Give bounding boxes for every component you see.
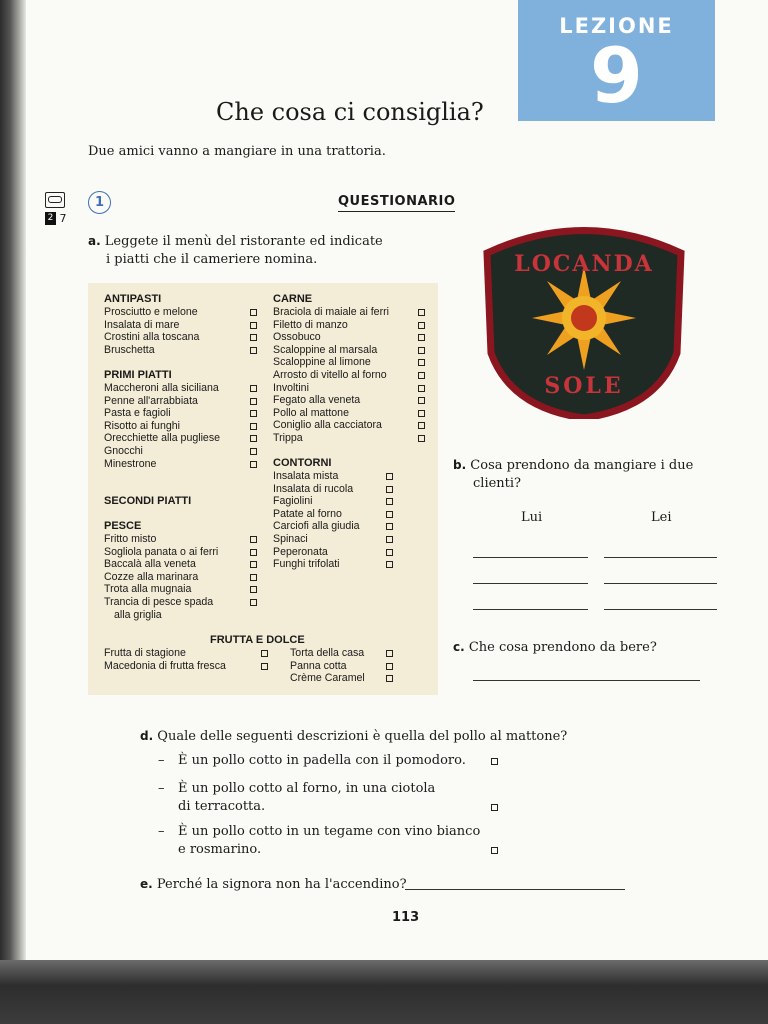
option-3-checkbox[interactable]	[491, 847, 498, 854]
primi-item: Pasta e fagioli	[104, 407, 171, 420]
carne-checkbox[interactable]	[418, 385, 425, 392]
carne-item: Trippa	[273, 432, 303, 444]
carne-item: Ossobuco	[273, 331, 321, 344]
menu-heading-primi: PRIMI PIATTI	[104, 369, 172, 381]
pesce-item: Cozze alla marinara	[104, 570, 199, 583]
logo-bottom-text: SOLE	[544, 373, 624, 399]
scan-background	[0, 960, 768, 1024]
dolce-checkbox[interactable]	[386, 663, 393, 670]
carne-item: Pollo al mattone	[273, 406, 349, 419]
column-lui: Lui	[521, 510, 543, 525]
page-number: 113	[392, 910, 420, 925]
primi-item: Gnocchi	[104, 445, 143, 457]
lesson-number: 9	[590, 31, 643, 120]
disc-number: 2	[45, 212, 56, 225]
dolce-item: Crème Caramel	[290, 672, 365, 685]
primi-item: Minestrone	[104, 457, 157, 470]
section-title: QUESTIONARIO	[338, 194, 455, 212]
pesce-item: Trancia di pesce spada	[104, 596, 214, 608]
locanda-sole-logo	[477, 213, 691, 419]
carne-checkbox[interactable]	[418, 372, 425, 379]
contorni-checkbox[interactable]	[386, 549, 393, 556]
frutta-item: Frutta di stagione	[104, 647, 186, 659]
menu-heading-secondi: SECONDI PIATTI	[104, 495, 192, 507]
menu-heading-frutta: FRUTTA E DOLCE	[210, 634, 305, 646]
logo-top-text: LOCANDA	[514, 251, 654, 277]
primi-checkbox[interactable]	[250, 398, 257, 405]
primi-item: Maccheroni alla siciliana	[104, 382, 219, 394]
option-3	[158, 823, 481, 857]
option-2-checkbox[interactable]	[491, 804, 498, 811]
option-line1: È un pollo cotto in un tegame con vino bianco	[178, 824, 481, 839]
page-subtitle: Due amici vanno a mangiare in una trattoria.	[88, 144, 386, 159]
contorni-checkbox[interactable]	[386, 561, 393, 568]
antipasti-item: Crostini alla toscana	[104, 331, 200, 344]
carne-checkbox[interactable]	[418, 410, 425, 417]
question-a	[88, 232, 398, 269]
option-line1: È un pollo cotto in padella con il pomodoro.	[178, 753, 466, 768]
option-dash: –	[158, 824, 165, 839]
pesce-item: Fritto misto	[104, 533, 157, 545]
contorni-checkbox[interactable]	[386, 511, 393, 518]
contorni-item: Carciofi alla giudia	[273, 520, 360, 533]
carne-checkbox[interactable]	[418, 309, 425, 316]
primi-checkbox[interactable]	[250, 435, 257, 442]
carne-item: Fegato alla veneta	[273, 394, 361, 407]
carne-checkbox[interactable]	[418, 359, 425, 366]
question-a-line1: Leggete il menù del ristorante ed indicate	[104, 234, 383, 249]
menu-heading-contorni: CONTORNI	[273, 457, 332, 469]
restaurant-menu	[88, 283, 438, 695]
question-c	[453, 640, 657, 655]
frutta-checkbox[interactable]	[261, 663, 268, 670]
pesce-checkbox[interactable]	[250, 586, 257, 593]
pesce-item: alla griglia	[114, 608, 162, 621]
contorni-item: Spinaci	[273, 533, 308, 545]
question-a-letter: a.	[88, 234, 101, 248]
primi-checkbox[interactable]	[250, 385, 257, 392]
pesce-checkbox[interactable]	[250, 599, 257, 606]
answer-line-lei-2[interactable]	[604, 583, 717, 584]
menu-heading-pesce: PESCE	[104, 520, 142, 532]
antipasti-item: Insalata di mare	[104, 318, 180, 331]
dolce-item: Panna cotta	[290, 659, 347, 672]
option-line2: e rosmarino.	[178, 842, 262, 857]
question-d-text: Quale delle seguenti descrizioni è quella del pollo al mattone?	[157, 729, 568, 744]
question-b-letter: b.	[453, 458, 467, 472]
antipasti-checkbox[interactable]	[250, 322, 257, 329]
page-title: Che cosa ci consiglia?	[216, 98, 484, 126]
dolce-item: Torta della casa	[290, 647, 365, 659]
pesce-item: Baccalà alla veneta	[104, 558, 196, 571]
menu-heading-antipasti: ANTIPASTI	[104, 293, 162, 305]
column-lei: Lei	[651, 510, 672, 525]
pesce-checkbox[interactable]	[250, 561, 257, 568]
contorni-item: Funghi trifolati	[273, 558, 340, 571]
contorni-checkbox[interactable]	[386, 523, 393, 530]
answer-line-lui-1[interactable]	[473, 557, 588, 558]
question-e	[140, 877, 407, 892]
primi-item: Penne all'arrabbiata	[104, 394, 198, 407]
antipasti-item: Prosciutto e melone	[104, 306, 198, 318]
question-d-letter: d.	[140, 729, 154, 743]
carne-checkbox[interactable]	[418, 422, 425, 429]
track-number: 7	[59, 212, 67, 225]
cassette-icon	[45, 192, 65, 208]
answer-line-lighter[interactable]	[405, 889, 625, 890]
carne-item: Coniglio alla cacciatora	[273, 419, 382, 432]
question-e-letter: e.	[140, 877, 153, 891]
option-dash: –	[158, 781, 165, 796]
dolce-checkbox[interactable]	[386, 675, 393, 682]
lesson-badge	[518, 0, 715, 121]
carne-item: Involtini	[273, 381, 309, 394]
carne-item: Filetto di manzo	[273, 318, 348, 331]
answer-line-lui-3[interactable]	[473, 609, 588, 610]
carne-item: Arrosto di vitello al forno	[273, 369, 387, 381]
audio-track-badge	[45, 212, 71, 226]
contorni-item: Insalata mista	[273, 470, 339, 482]
option-1-checkbox[interactable]	[491, 758, 498, 765]
primi-checkbox[interactable]	[250, 448, 257, 455]
contorni-checkbox[interactable]	[386, 498, 393, 505]
question-a-line2: i piatti che il cameriere nomina.	[106, 252, 318, 267]
primi-item: Risotto ai funghi	[104, 419, 180, 432]
answer-line-lui-2[interactable]	[473, 583, 588, 584]
carne-item: Scaloppine al marsala	[273, 343, 378, 356]
antipasti-checkbox[interactable]	[250, 334, 257, 341]
contorni-checkbox[interactable]	[386, 486, 393, 493]
option-dash: –	[158, 753, 165, 768]
carne-item: Braciola di maiale ai ferri	[273, 306, 389, 318]
answer-line-lei-1[interactable]	[604, 557, 717, 558]
option-2	[158, 780, 436, 814]
frutta-item: Macedonia di frutta fresca	[104, 659, 226, 672]
answer-line-lei-3[interactable]	[604, 609, 717, 610]
answer-line-drinks[interactable]	[473, 680, 700, 681]
contorni-item: Peperonata	[273, 545, 328, 558]
carne-checkbox[interactable]	[418, 435, 425, 442]
pesce-checkbox[interactable]	[250, 574, 257, 581]
pesce-item: Trota alla mugnaia	[104, 583, 192, 596]
option-1	[158, 752, 466, 770]
carne-checkbox[interactable]	[418, 347, 425, 354]
sun-icon	[532, 266, 636, 370]
antipasti-item: Bruschetta	[104, 343, 155, 356]
option-line1: È un pollo cotto al forno, in una ciotola	[178, 781, 436, 796]
contorni-checkbox[interactable]	[386, 536, 393, 543]
dolce-checkbox[interactable]	[386, 650, 393, 657]
primi-checkbox[interactable]	[250, 423, 257, 430]
pesce-item: Sogliola panata o ai ferri	[104, 545, 219, 558]
contorni-item: Fagiolini	[273, 495, 313, 508]
carne-item: Scaloppine al limone	[273, 356, 371, 369]
question-b-line2: clienti?	[473, 476, 522, 491]
primi-checkbox[interactable]	[250, 461, 257, 468]
question-b-line1: Cosa prendono da mangiare i due	[470, 458, 694, 473]
carne-checkbox[interactable]	[418, 334, 425, 341]
book-binding	[0, 0, 26, 965]
contorni-item: Patate al forno	[273, 507, 342, 520]
menu-heading-carne: CARNE	[273, 293, 313, 305]
question-b	[453, 456, 733, 493]
primi-item: Orecchiette alla pugliese	[104, 432, 221, 445]
question-d	[140, 729, 567, 744]
exercise-number: 1	[88, 191, 111, 214]
pesce-checkbox[interactable]	[250, 536, 257, 543]
option-line2: di terracotta.	[178, 799, 266, 814]
antipasti-checkbox[interactable]	[250, 347, 257, 354]
frutta-checkbox[interactable]	[261, 650, 268, 657]
question-e-text: Perché la signora non ha l'accendino?	[156, 877, 407, 892]
carne-checkbox[interactable]	[418, 397, 425, 404]
pesce-checkbox[interactable]	[250, 549, 257, 556]
question-c-text: Che cosa prendono da bere?	[468, 640, 657, 655]
primi-checkbox[interactable]	[250, 410, 257, 417]
antipasti-checkbox[interactable]	[250, 309, 257, 316]
lesson-label: LEZIONE	[559, 14, 674, 38]
contorni-checkbox[interactable]	[386, 473, 393, 480]
carne-checkbox[interactable]	[418, 322, 425, 329]
contorni-item: Insalata di rucola	[273, 482, 354, 495]
question-c-letter: c.	[453, 640, 465, 654]
